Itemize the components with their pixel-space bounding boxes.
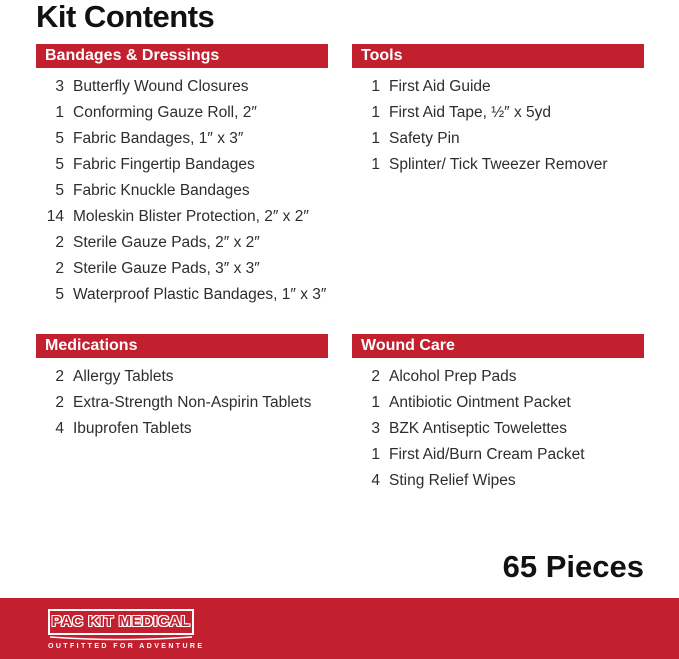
item-row <box>352 100 644 126</box>
item-qty: 1 <box>371 156 380 173</box>
item-qty: 1 <box>371 104 380 121</box>
section-header-wound-care: Wound Care <box>352 334 644 358</box>
item-qty: 2 <box>371 368 380 385</box>
item-row <box>36 100 328 126</box>
item-name: Fabric Knuckle Bandages <box>73 182 250 199</box>
item-qty: 3 <box>55 78 64 95</box>
item-qty: 2 <box>55 260 64 277</box>
item-qty: 2 <box>55 234 64 251</box>
item-row <box>36 152 328 178</box>
item-name: Fabric Fingertip Bandages <box>73 156 255 173</box>
item-row <box>36 390 328 416</box>
item-row <box>352 364 644 390</box>
item-row <box>352 390 644 416</box>
section-list-medications <box>36 364 328 442</box>
section-tools <box>352 44 644 178</box>
brand-name: PAC KIT MEDICAL <box>48 609 194 635</box>
logo-swoosh <box>48 636 194 642</box>
item-name: Alcohol Prep Pads <box>389 368 517 385</box>
item-qty: 4 <box>371 472 380 489</box>
item-row <box>36 204 328 230</box>
item-qty: 5 <box>55 182 64 199</box>
pieces-total: 65 Pieces <box>502 549 644 584</box>
item-qty: 1 <box>55 104 64 121</box>
item-row <box>36 74 328 100</box>
item-qty: 1 <box>371 130 380 147</box>
section-list-bandages <box>36 74 328 308</box>
page-title: Kit Contents <box>36 0 215 34</box>
section-list-tools <box>352 74 644 178</box>
item-name: Fabric Bandages, 1″ x 3″ <box>73 130 244 147</box>
section-header-bandages: Bandages & Dressings <box>36 44 328 68</box>
item-name: BZK Antiseptic Towelettes <box>389 420 568 437</box>
item-name: First Aid Tape, ½″ x 5yd <box>389 104 552 121</box>
item-qty: 5 <box>55 286 64 303</box>
item-row <box>352 468 644 494</box>
item-name: Safety Pin <box>389 130 460 147</box>
item-row <box>36 416 328 442</box>
item-qty: 14 <box>46 208 64 225</box>
item-row <box>352 416 644 442</box>
item-qty: 5 <box>55 156 64 173</box>
item-qty: 2 <box>55 368 64 385</box>
item-qty: 1 <box>371 78 380 95</box>
item-name: Sterile Gauze Pads, 3″ x 3″ <box>73 260 260 277</box>
item-row <box>36 178 328 204</box>
item-qty: 5 <box>55 130 64 147</box>
brand-logo <box>48 609 205 650</box>
section-medications <box>36 334 328 442</box>
sections-grid <box>36 44 644 494</box>
item-name: Extra-Strength Non-Aspirin Tablets <box>73 394 312 411</box>
item-name: Moleskin Blister Protection, 2″ x 2″ <box>73 208 309 225</box>
item-row <box>352 74 644 100</box>
item-name: Butterfly Wound Closures <box>73 78 249 95</box>
item-name: First Aid/Burn Cream Packet <box>389 446 585 463</box>
section-bandages-dressings <box>36 44 328 308</box>
item-row <box>36 126 328 152</box>
item-row <box>36 230 328 256</box>
item-name: Splinter/ Tick Tweezer Remover <box>389 156 608 173</box>
item-qty: 1 <box>371 446 380 463</box>
footer-band <box>0 598 679 659</box>
item-name: Sting Relief Wipes <box>389 472 516 489</box>
item-name: Antibiotic Ointment Packet <box>389 394 571 411</box>
section-header-medications: Medications <box>36 334 328 358</box>
item-row <box>36 364 328 390</box>
section-header-tools: Tools <box>352 44 644 68</box>
brand-tagline: OUTFITTED FOR ADVENTURE <box>48 643 205 650</box>
item-qty: 3 <box>371 420 380 437</box>
item-qty: 1 <box>371 394 380 411</box>
item-name: First Aid Guide <box>389 78 491 95</box>
item-row <box>352 126 644 152</box>
item-name: Waterproof Plastic Bandages, 1″ x 3″ <box>73 286 327 303</box>
item-name: Allergy Tablets <box>73 368 174 385</box>
item-row <box>352 152 644 178</box>
item-row <box>36 256 328 282</box>
item-row <box>352 442 644 468</box>
section-list-wound-care <box>352 364 644 494</box>
item-qty: 4 <box>55 420 64 437</box>
item-name: Sterile Gauze Pads, 2″ x 2″ <box>73 234 260 251</box>
item-row <box>36 282 328 308</box>
item-name: Conforming Gauze Roll, 2″ <box>73 104 257 121</box>
item-name: Ibuprofen Tablets <box>73 420 192 437</box>
item-qty: 2 <box>55 394 64 411</box>
section-wound-care <box>352 334 644 494</box>
